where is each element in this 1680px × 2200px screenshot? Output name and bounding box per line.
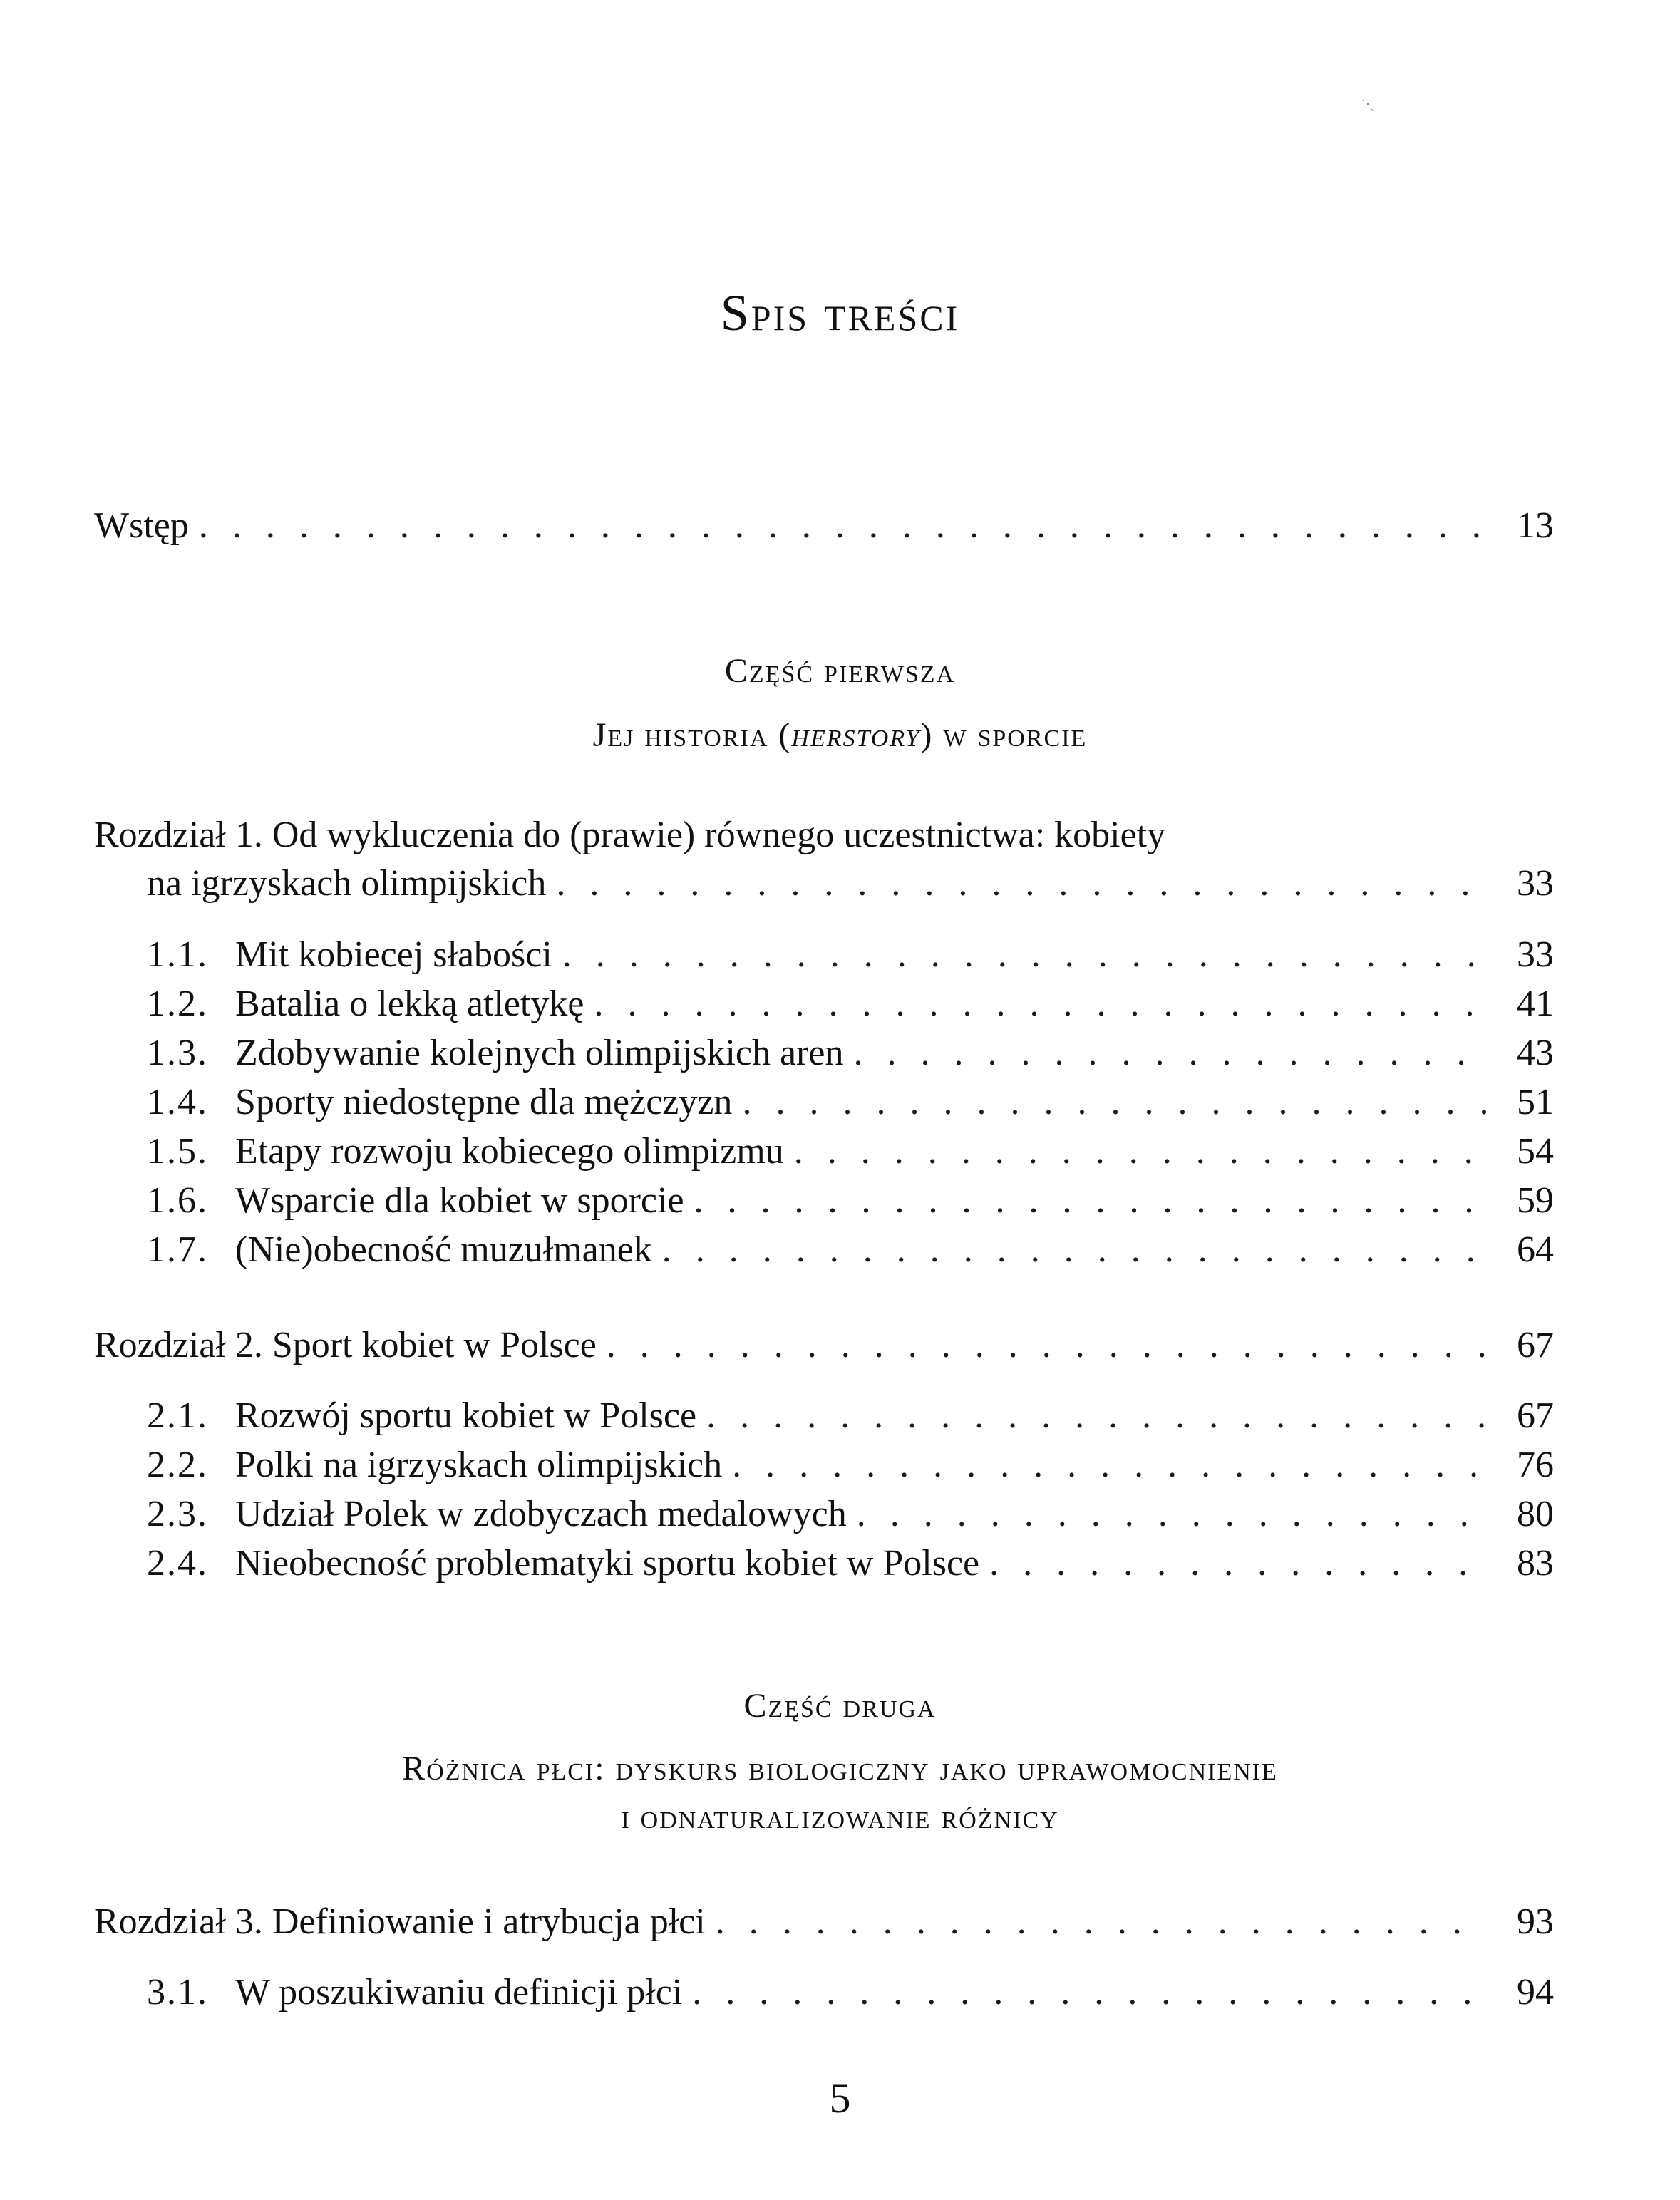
toc-entry-section-1-2[interactable] [147,981,1554,1027]
section-title: Sporty niedostępne dla mężczyzn [235,1082,733,1122]
part-one-subtitle-italic: herstory [791,716,921,754]
toc-entry-section-1-1[interactable] [147,932,1554,978]
toc-entry-section-1-7[interactable] [147,1227,1554,1273]
dot-leader [716,1899,1487,1945]
section-title: Etapy rozwoju kobiecego olimpizmu [235,1131,784,1172]
toc-entry-section-2-2[interactable] [147,1442,1554,1488]
toc-page-number: 59 [1517,1180,1554,1221]
toc-page-number: 93 [1517,1901,1554,1942]
section-title: Udział Polek w zdobyczach medalowych [235,1494,847,1534]
toc-entry-chapter-3[interactable] [94,1899,1554,1945]
dot-leader [607,1323,1487,1368]
dot-leader [594,981,1487,1027]
toc-entry-chapter-2[interactable] [94,1323,1554,1368]
section-number: 2.4. [147,1543,208,1584]
section-title: Rozwój sportu kobiet w Polsce [235,1395,697,1436]
section-title: Wsparcie dla kobiet w sporcie [235,1180,684,1221]
dot-leader [794,1129,1487,1174]
toc-entry-label: na igrzyskach olimpijskich [147,863,547,904]
toc-page-number: 43 [1517,1033,1554,1073]
toc-entry-section-1-4[interactable] [147,1080,1554,1125]
part-two-subtitle-line2: i odnaturalizowanie różnicy [621,1798,1059,1836]
toc-entry-label: Rozdział 3. Definiowanie i atrybucja płci [94,1901,706,1942]
dot-leader [706,1393,1487,1439]
section-number: 3.1. [147,1972,208,2013]
toc-page-number: 33 [1517,934,1554,975]
dot-leader [556,861,1487,907]
section-number: 1.7. [147,1229,208,1270]
section-number: 2.3. [147,1494,208,1534]
toc-entry-section-1-6[interactable] [147,1178,1554,1224]
section-number: 1.2. [147,983,208,1024]
toc-page-number: 33 [1517,863,1554,904]
section-number: 2.1. [147,1395,208,1436]
part-one-subtitle: Jej historia (herstory) w sporcie [592,716,1088,754]
section-number: 1.5. [147,1131,208,1172]
section-title: Zdobywanie kolejnych olimpijskich aren [235,1033,844,1073]
dot-leader [694,1178,1487,1224]
toc-entry-section-1-3[interactable] [147,1031,1554,1076]
toc-entry-chapter-1[interactable] [147,861,1554,907]
section-number: 1.1. [147,934,208,975]
dot-leader [853,1031,1487,1076]
toc-entry-section-2-1[interactable] [147,1393,1554,1439]
chapter-1-title-line1[interactable]: Rozdział 1. Od wykluczenia do (prawie) równego uczestnictwa: kobiety [94,815,1166,855]
toc-page-number: 76 [1517,1445,1554,1485]
section-title: Nieobecność problematyki sportu kobiet w Polsce [235,1543,980,1584]
section-title: Mit kobiecej słabości [235,934,552,975]
footer-page-number: 5 [829,2075,851,2122]
part-one-heading: Część pierwsza [724,652,956,690]
scan-speck: ˙·˷ [1361,97,1374,111]
toc-page-number: 54 [1517,1131,1554,1172]
toc-page-number: 64 [1517,1229,1554,1270]
toc-entry-section-2-3[interactable] [147,1492,1554,1537]
part-two-subtitle-line1: Różnica płci: dyskurs biologiczny jako uprawomocnienie [402,1750,1278,1787]
toc-page-number: 51 [1517,1082,1554,1122]
section-number: 1.4. [147,1082,208,1122]
dot-leader [989,1541,1487,1586]
page-title: Spis treści [720,284,960,341]
section-title: Batalia o lekką atletykę [235,983,584,1024]
toc-entry-section-1-5[interactable] [147,1129,1554,1174]
toc-entry-label: Wstęp [94,505,189,546]
toc-entry-label: Rozdział 2. Sport kobiet w Polsce [94,1325,597,1365]
section-title: Polki na igrzyskach olimpijskich [235,1445,723,1485]
dot-leader [732,1442,1487,1488]
toc-entry-section-3-1[interactable] [147,1970,1554,2015]
toc-page-number: 13 [1517,505,1554,546]
toc-page-number: 41 [1517,983,1554,1024]
section-number: 2.2. [147,1445,208,1485]
toc-page-number: 67 [1517,1395,1554,1436]
section-number: 1.3. [147,1033,208,1073]
dot-leader [692,1970,1487,2015]
toc-entry-section-2-4[interactable] [147,1541,1554,1586]
dot-leader [562,932,1487,978]
part-two-heading: Część druga [743,1687,937,1725]
toc-page-number: 67 [1517,1325,1554,1365]
toc-entry-intro[interactable] [94,503,1554,549]
toc-page-number: 94 [1517,1972,1554,2013]
section-number: 1.6. [147,1180,208,1221]
dot-leader [857,1492,1487,1537]
toc-page-number: 83 [1517,1543,1554,1584]
toc-page-number: 80 [1517,1494,1554,1534]
dot-leader [662,1227,1487,1273]
section-title: W poszukiwaniu definicji płci [235,1972,683,2013]
dot-leader [742,1080,1487,1125]
section-title: (Nie)obecność muzułmanek [235,1229,652,1270]
dot-leader [199,503,1487,549]
